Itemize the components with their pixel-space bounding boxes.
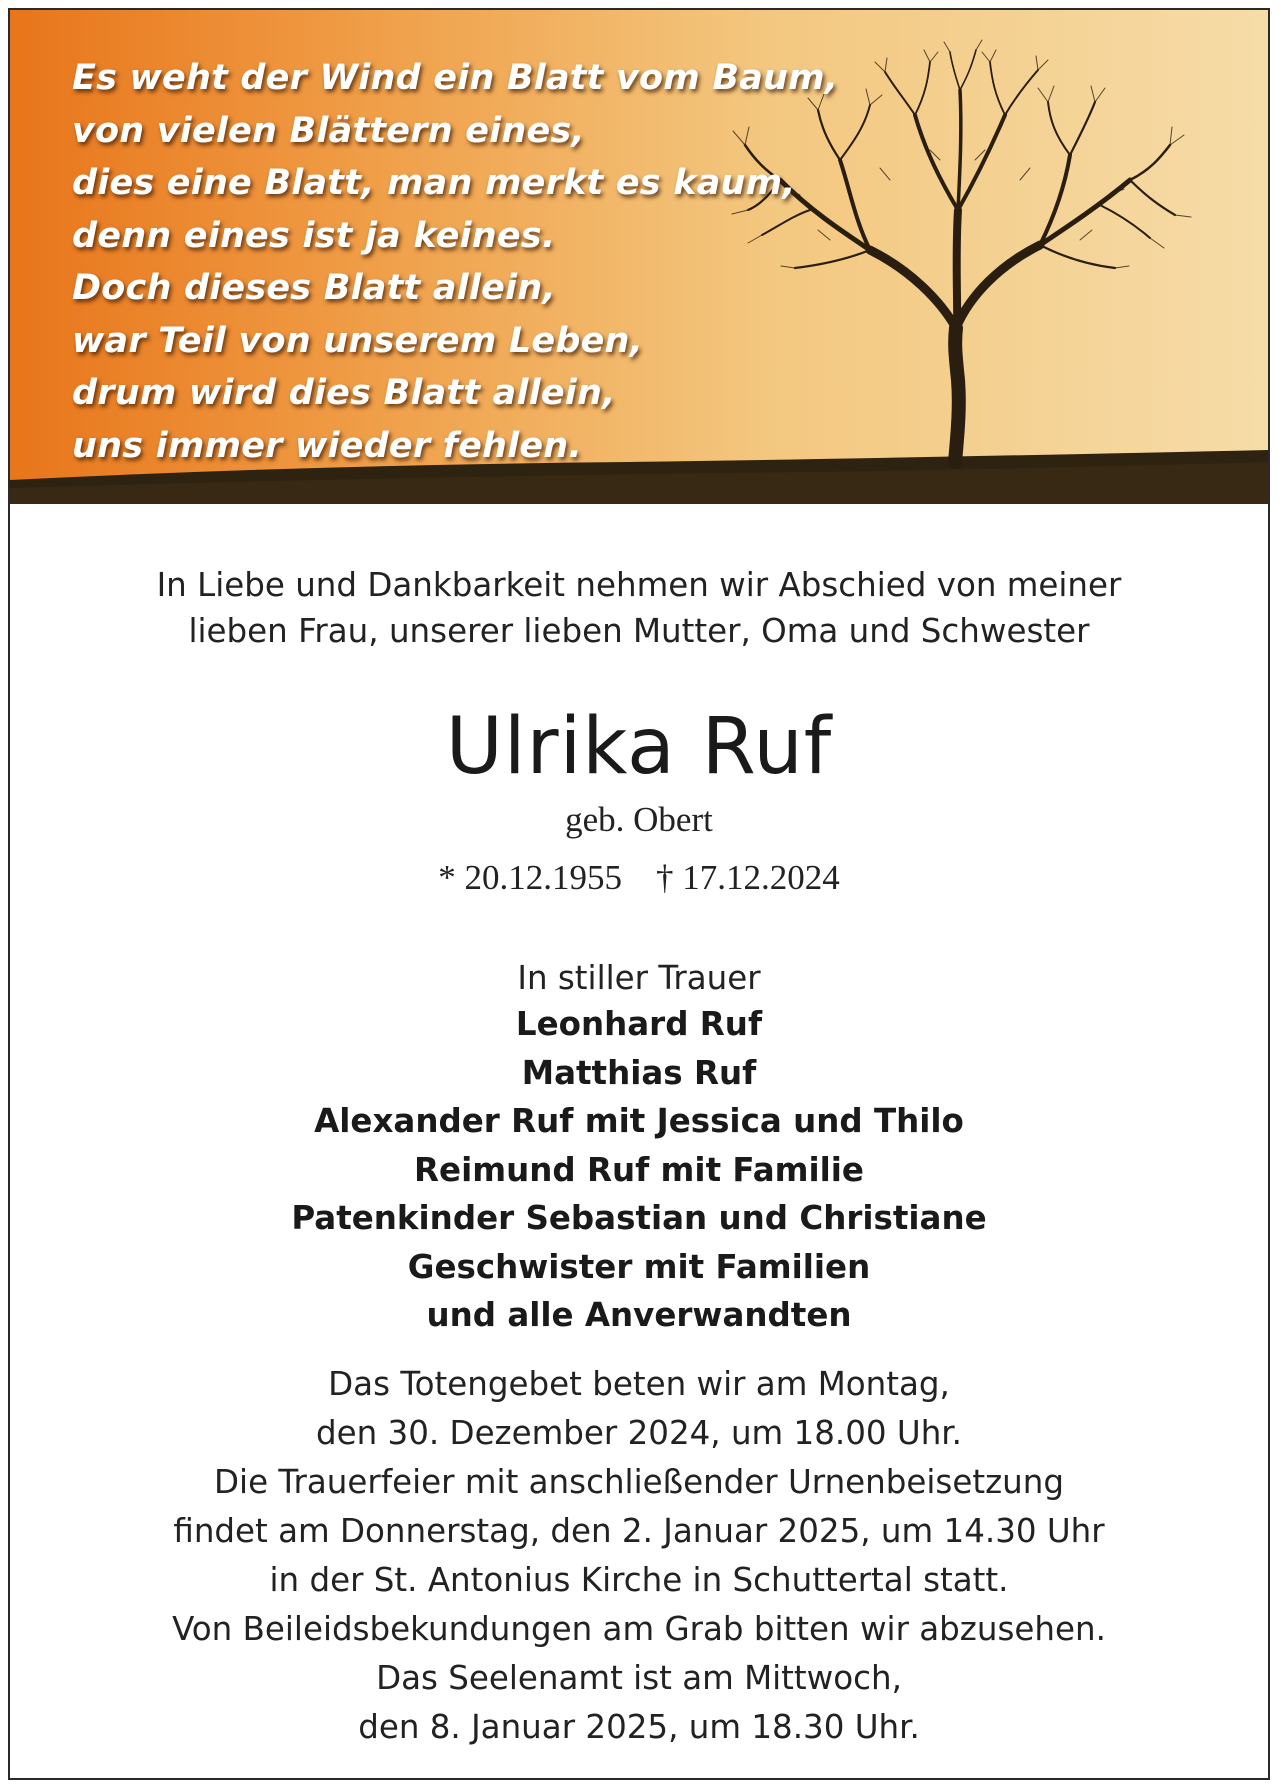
mourner: Matthias Ruf bbox=[521, 1053, 757, 1092]
deceased-name: Ulrika Ruf bbox=[445, 702, 833, 792]
poem-line: drum wird dies Blatt allein, bbox=[72, 373, 616, 413]
mourner: Geschwister mit Familien bbox=[407, 1247, 871, 1286]
life-dates bbox=[10, 856, 1268, 900]
service-line: Von Beileidsbekundungen am Grab bitten wir abzusehen. bbox=[172, 1610, 1106, 1648]
service-line: den 8. Januar 2025, um 18.30 Uhr. bbox=[358, 1708, 920, 1746]
service-line: den 30. Dezember 2024, um 18.00 Uhr. bbox=[315, 1414, 963, 1452]
poem-line: Doch dieses Blatt allein, bbox=[72, 268, 556, 308]
death-date: † 17.12.2024 bbox=[656, 858, 840, 897]
poem-line: dies eine Blatt, man merkt es kaum, bbox=[72, 163, 796, 203]
obituary-notice bbox=[8, 8, 1270, 1780]
mourning-heading: In stiller Trauer bbox=[517, 959, 761, 997]
poem bbox=[72, 52, 838, 472]
service-line: findet am Donnerstag, den 2. Januar 2025, um 14.30 Uhr bbox=[173, 1512, 1105, 1550]
mourner: Alexander Ruf mit Jessica und Thilo bbox=[314, 1102, 964, 1140]
mourners-list bbox=[10, 1000, 1268, 1340]
birth-date: * 20.12.1955 bbox=[438, 858, 622, 897]
maiden-name: geb. Obert bbox=[565, 800, 713, 839]
service-line: Das Seelenamt ist am Mittwoch, bbox=[376, 1659, 902, 1697]
service-line: Das Totengebet beten wir am Montag, bbox=[328, 1365, 950, 1403]
service-details bbox=[10, 1360, 1268, 1752]
mourner: Reimund Ruf mit Familie bbox=[414, 1150, 864, 1189]
poem-line: war Teil von unserem Leben, bbox=[72, 320, 644, 361]
poem-line: Es weht der Wind ein Blatt vom Baum, bbox=[72, 58, 839, 98]
banner bbox=[10, 10, 1268, 504]
service-line: Die Trauerfeier mit anschließender Urnenbeisetzung bbox=[214, 1463, 1064, 1501]
intro-line: lieben Frau, unserer lieben Mutter, Oma und Schwester bbox=[188, 612, 1090, 650]
intro-line: In Liebe und Dankbarkeit nehmen wir Abschied von meiner bbox=[156, 566, 1122, 604]
mourner: Leonhard Ruf bbox=[515, 1005, 763, 1043]
mourner: Patenkinder Sebastian und Christiane bbox=[291, 1199, 987, 1237]
intro-text bbox=[10, 562, 1268, 654]
mourner: und alle Anverwandten bbox=[426, 1296, 852, 1334]
poem-line: uns immer wieder fehlen. bbox=[72, 425, 582, 466]
poem-line: von vielen Blättern eines, bbox=[72, 110, 585, 151]
poem-line: denn eines ist ja keines. bbox=[72, 215, 556, 256]
service-line: in der St. Antonius Kirche in Schuttertal statt. bbox=[269, 1561, 1009, 1599]
